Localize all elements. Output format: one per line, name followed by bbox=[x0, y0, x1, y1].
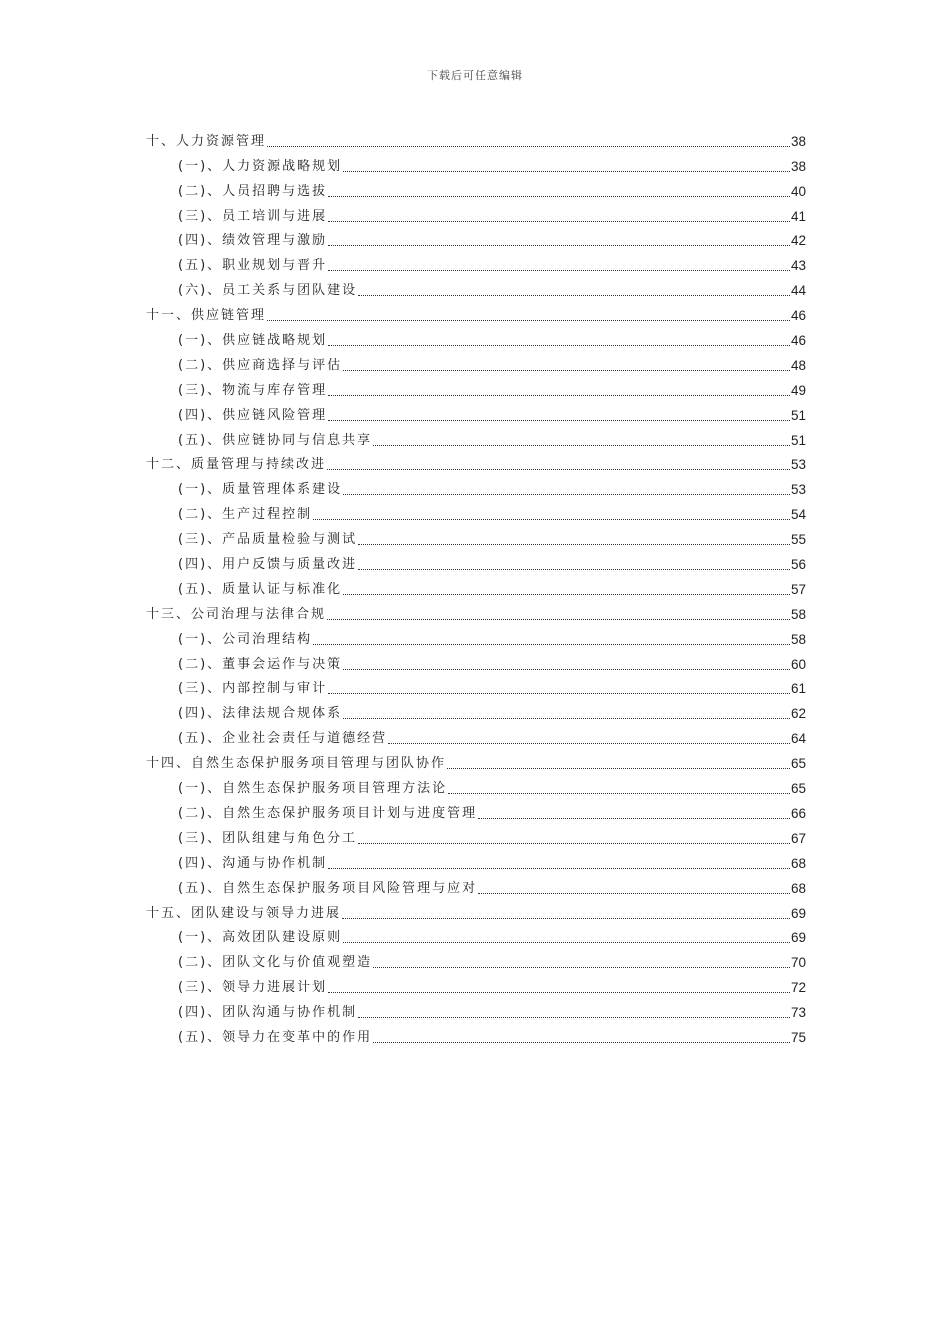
toc-entry-title: (一)、自然生态保护服务项目管理方法论 bbox=[178, 781, 448, 797]
toc-entry-title: (四)、供应链风险管理 bbox=[178, 407, 328, 423]
toc-chapter-entry[interactable] bbox=[146, 450, 806, 475]
toc-entry-title: (四)、团队沟通与协作机制 bbox=[178, 1005, 358, 1021]
toc-dot-leader bbox=[328, 244, 790, 246]
toc-entry-title: (五)、企业社会责任与道德经营 bbox=[178, 731, 388, 747]
toc-entry-title: (二)、董事会运作与决策 bbox=[178, 656, 343, 672]
toc-dot-leader bbox=[343, 941, 790, 943]
toc-dot-leader bbox=[358, 1016, 790, 1018]
toc-chapter-entry[interactable] bbox=[146, 748, 806, 773]
toc-page-number: 53 bbox=[790, 482, 806, 498]
toc-dot-leader bbox=[328, 419, 790, 421]
toc-section-entry[interactable] bbox=[146, 574, 806, 599]
toc-page-number: 51 bbox=[790, 432, 806, 448]
toc-page-number: 67 bbox=[790, 830, 806, 846]
toc-section-entry[interactable] bbox=[146, 499, 806, 524]
toc-dot-leader bbox=[327, 618, 790, 620]
toc-dot-leader bbox=[343, 593, 790, 595]
toc-section-entry[interactable] bbox=[146, 474, 806, 499]
toc-section-entry[interactable] bbox=[146, 723, 806, 748]
toc-page-number: 41 bbox=[790, 208, 806, 224]
toc-chapter-entry[interactable] bbox=[146, 898, 806, 923]
toc-section-entry[interactable] bbox=[146, 947, 806, 972]
toc-page-number: 70 bbox=[790, 955, 806, 971]
toc-chapter-entry[interactable] bbox=[146, 126, 806, 151]
toc-entry-title: (五)、自然生态保护服务项目风险管理与应对 bbox=[178, 880, 478, 896]
toc-page-number: 43 bbox=[790, 258, 806, 274]
toc-dot-leader bbox=[447, 767, 790, 769]
table-of-contents bbox=[146, 126, 806, 1047]
toc-dot-leader bbox=[267, 145, 790, 147]
toc-page-number: 56 bbox=[790, 557, 806, 573]
toc-dot-leader bbox=[342, 917, 790, 919]
toc-dot-leader bbox=[328, 692, 790, 694]
toc-page-number: 48 bbox=[790, 357, 806, 373]
toc-entry-title: (一)、人力资源战略规划 bbox=[178, 158, 343, 174]
toc-page-number: 69 bbox=[790, 905, 806, 921]
toc-section-entry[interactable] bbox=[146, 400, 806, 425]
toc-page-number: 57 bbox=[790, 581, 806, 597]
page-header: 下载后可任意编辑 bbox=[427, 69, 523, 82]
toc-page-number: 60 bbox=[790, 656, 806, 672]
toc-dot-leader bbox=[358, 294, 790, 296]
toc-section-entry[interactable] bbox=[146, 997, 806, 1022]
toc-dot-leader bbox=[328, 394, 790, 396]
toc-entry-title: 十一、供应链管理 bbox=[146, 308, 267, 324]
toc-section-entry[interactable] bbox=[146, 972, 806, 997]
toc-dot-leader bbox=[267, 319, 790, 321]
toc-page-number: 75 bbox=[790, 1029, 806, 1045]
toc-section-entry[interactable] bbox=[146, 350, 806, 375]
toc-section-entry[interactable] bbox=[146, 250, 806, 275]
toc-entry-title: (三)、产品质量检验与测试 bbox=[178, 532, 358, 548]
toc-section-entry[interactable] bbox=[146, 226, 806, 251]
toc-entry-title: (二)、自然生态保护服务项目计划与进度管理 bbox=[178, 805, 478, 821]
toc-entry-title: (四)、法律法规合规体系 bbox=[178, 706, 343, 722]
toc-dot-leader bbox=[373, 1041, 790, 1043]
toc-section-entry[interactable] bbox=[146, 923, 806, 948]
toc-page-number: 38 bbox=[790, 158, 806, 174]
toc-dot-leader bbox=[328, 269, 790, 271]
toc-entry-title: (一)、公司治理结构 bbox=[178, 631, 313, 647]
toc-dot-leader bbox=[343, 170, 790, 172]
toc-entry-title: 十、人力资源管理 bbox=[146, 133, 267, 149]
toc-page-number: 64 bbox=[790, 731, 806, 747]
toc-entry-title: (五)、领导力在变革中的作用 bbox=[178, 1029, 373, 1045]
toc-page-number: 68 bbox=[790, 855, 806, 871]
toc-section-entry[interactable] bbox=[146, 275, 806, 300]
toc-entry-title: (六)、员工关系与团队建设 bbox=[178, 283, 358, 299]
toc-entry-title: (三)、物流与库存管理 bbox=[178, 382, 328, 398]
toc-section-entry[interactable] bbox=[146, 176, 806, 201]
toc-page-number: 72 bbox=[790, 980, 806, 996]
toc-page-number: 44 bbox=[790, 283, 806, 299]
toc-entry-title: (五)、职业规划与晋升 bbox=[178, 258, 328, 274]
toc-dot-leader bbox=[343, 717, 790, 719]
toc-page-number: 62 bbox=[790, 706, 806, 722]
toc-chapter-entry[interactable] bbox=[146, 300, 806, 325]
toc-section-entry[interactable] bbox=[146, 823, 806, 848]
toc-page-number: 49 bbox=[790, 382, 806, 398]
toc-entry-title: (五)、供应链协同与信息共享 bbox=[178, 432, 373, 448]
toc-dot-leader bbox=[343, 668, 790, 670]
toc-page-number: 58 bbox=[790, 631, 806, 647]
toc-page-number: 66 bbox=[790, 805, 806, 821]
toc-section-entry[interactable] bbox=[146, 549, 806, 574]
toc-dot-leader bbox=[358, 842, 790, 844]
toc-section-entry[interactable] bbox=[146, 649, 806, 674]
toc-entry-title: (五)、质量认证与标准化 bbox=[178, 581, 343, 597]
toc-section-entry[interactable] bbox=[146, 848, 806, 873]
toc-entry-title: (四)、绩效管理与激励 bbox=[178, 233, 328, 249]
toc-page-number: 53 bbox=[790, 457, 806, 473]
toc-dot-leader bbox=[388, 742, 790, 744]
toc-entry-title: (四)、沟通与协作机制 bbox=[178, 855, 328, 871]
toc-entry-title: (四)、用户反馈与质量改进 bbox=[178, 557, 358, 573]
toc-section-entry[interactable] bbox=[146, 674, 806, 699]
toc-entry-title: (一)、供应链战略规划 bbox=[178, 333, 328, 349]
toc-section-entry[interactable] bbox=[146, 1022, 806, 1047]
toc-page-number: 54 bbox=[790, 507, 806, 523]
toc-dot-leader bbox=[327, 468, 790, 470]
toc-dot-leader bbox=[328, 344, 790, 346]
toc-section-entry[interactable] bbox=[146, 773, 806, 798]
toc-section-entry[interactable] bbox=[146, 624, 806, 649]
toc-section-entry[interactable] bbox=[146, 425, 806, 450]
toc-page-number: 55 bbox=[790, 532, 806, 548]
toc-entry-title: (三)、员工培训与进展 bbox=[178, 208, 328, 224]
toc-dot-leader bbox=[328, 867, 790, 869]
toc-section-entry[interactable] bbox=[146, 151, 806, 176]
toc-section-entry[interactable] bbox=[146, 524, 806, 549]
toc-page-number: 46 bbox=[790, 333, 806, 349]
toc-dot-leader bbox=[313, 643, 790, 645]
toc-page-number: 68 bbox=[790, 880, 806, 896]
toc-section-entry[interactable] bbox=[146, 698, 806, 723]
toc-section-entry[interactable] bbox=[146, 873, 806, 898]
toc-page-number: 51 bbox=[790, 407, 806, 423]
toc-page-number: 65 bbox=[790, 756, 806, 772]
toc-page-number: 40 bbox=[790, 183, 806, 199]
toc-page-number: 61 bbox=[790, 681, 806, 697]
toc-dot-leader bbox=[358, 568, 790, 570]
toc-dot-leader bbox=[328, 195, 790, 197]
toc-section-entry[interactable] bbox=[146, 325, 806, 350]
toc-page-number: 42 bbox=[790, 233, 806, 249]
toc-entry-title: 十二、质量管理与持续改进 bbox=[146, 457, 327, 473]
toc-entry-title: 十五、团队建设与领导力进展 bbox=[146, 905, 342, 921]
toc-section-entry[interactable] bbox=[146, 201, 806, 226]
toc-section-entry[interactable] bbox=[146, 375, 806, 400]
toc-dot-leader bbox=[373, 966, 790, 968]
toc-dot-leader bbox=[373, 444, 790, 446]
toc-entry-title: (三)、内部控制与审计 bbox=[178, 681, 328, 697]
toc-page-number: 38 bbox=[790, 133, 806, 149]
toc-dot-leader bbox=[328, 991, 790, 993]
toc-page-number: 65 bbox=[790, 781, 806, 797]
toc-entry-title: (三)、领导力进展计划 bbox=[178, 980, 328, 996]
toc-entry-title: (二)、团队文化与价值观塑造 bbox=[178, 955, 373, 971]
toc-page-number: 73 bbox=[790, 1005, 806, 1021]
toc-chapter-entry[interactable] bbox=[146, 599, 806, 624]
toc-page-number: 69 bbox=[790, 930, 806, 946]
toc-dot-leader bbox=[358, 543, 790, 545]
toc-entry-title: (一)、质量管理体系建设 bbox=[178, 482, 343, 498]
toc-dot-leader bbox=[343, 369, 790, 371]
toc-dot-leader bbox=[448, 792, 790, 794]
toc-entry-title: (一)、高效团队建设原则 bbox=[178, 930, 343, 946]
toc-dot-leader bbox=[328, 220, 790, 222]
toc-entry-title: (二)、人员招聘与选拔 bbox=[178, 183, 328, 199]
toc-page-number: 46 bbox=[790, 308, 806, 324]
toc-dot-leader bbox=[343, 493, 790, 495]
toc-entry-title: (二)、供应商选择与评估 bbox=[178, 357, 343, 373]
toc-entry-title: 十三、公司治理与法律合规 bbox=[146, 606, 327, 622]
toc-entry-title: (三)、团队组建与角色分工 bbox=[178, 830, 358, 846]
toc-dot-leader bbox=[478, 817, 790, 819]
toc-entry-title: (二)、生产过程控制 bbox=[178, 507, 313, 523]
toc-entry-title: 十四、自然生态保护服务项目管理与团队协作 bbox=[146, 756, 447, 772]
toc-dot-leader bbox=[478, 892, 790, 894]
toc-dot-leader bbox=[313, 518, 790, 520]
toc-section-entry[interactable] bbox=[146, 798, 806, 823]
toc-page-number: 58 bbox=[790, 606, 806, 622]
